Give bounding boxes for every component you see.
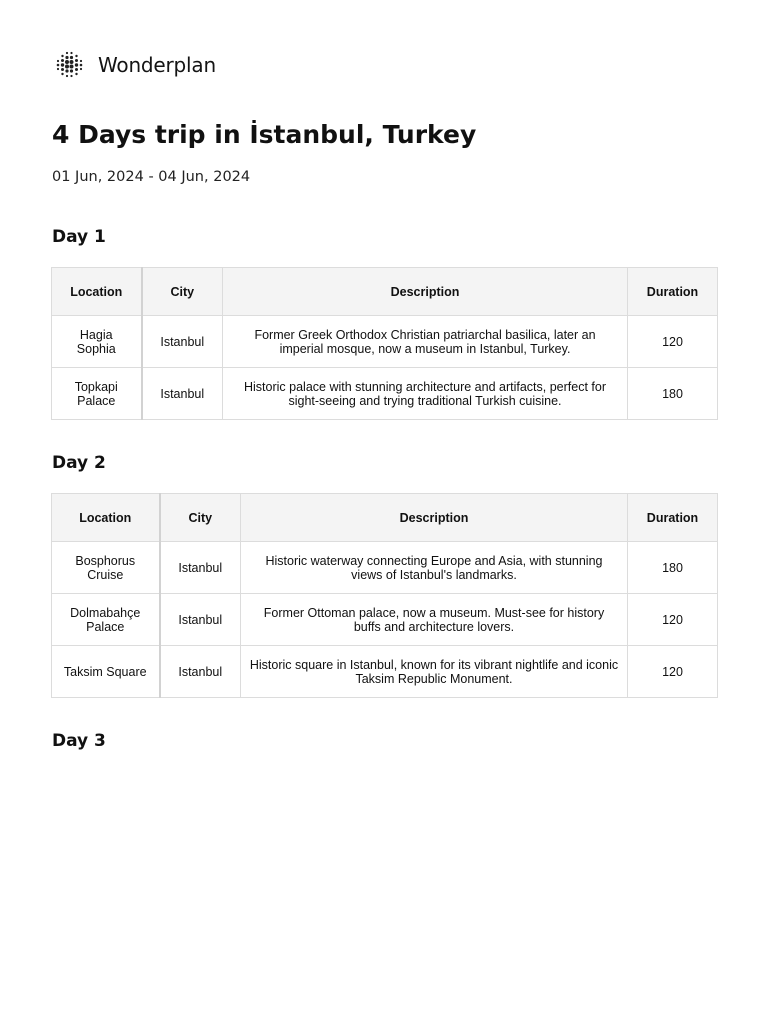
- table-header-row: [52, 268, 718, 316]
- column-header-location: Location: [52, 268, 142, 316]
- location-cell: Topkapi Palace: [52, 368, 142, 420]
- description-cell: Former Greek Orthodox Christian patriarchal basilica, later an imperial mosque, now a museum in Istanbul, Turkey.: [223, 316, 628, 368]
- brand: [55, 50, 216, 80]
- location-cell: Dolmabahçe Palace: [52, 594, 160, 646]
- table-row: [52, 316, 718, 368]
- duration-cell: 120: [628, 316, 718, 368]
- trip-date-range: 01 Jun, 2024 - 04 Jun, 2024: [52, 169, 251, 185]
- description-cell: Former Ottoman palace, now a museum. Must-see for history buffs and architecture lovers.: [241, 594, 628, 646]
- column-header-duration: Duration: [628, 268, 718, 316]
- city-cell: Istanbul: [142, 368, 223, 420]
- table-row: [52, 646, 718, 698]
- duration-cell: 180: [628, 542, 718, 594]
- page-title: 4 Days trip in İstanbul, Turkey: [52, 120, 477, 149]
- column-header-city: City: [160, 494, 241, 542]
- day-heading: Day 2: [52, 453, 106, 473]
- dotted-globe-icon: [55, 50, 85, 80]
- column-header-description: Description: [241, 494, 628, 542]
- table-header-row: [52, 494, 718, 542]
- city-cell: Istanbul: [142, 316, 223, 368]
- day-heading: Day 3: [52, 731, 106, 751]
- location-cell: Taksim Square: [52, 646, 160, 698]
- day-heading: Day 1: [52, 227, 106, 247]
- city-cell: Istanbul: [160, 542, 241, 594]
- table-row: [52, 594, 718, 646]
- city-cell: Istanbul: [160, 646, 241, 698]
- column-header-city: City: [142, 268, 223, 316]
- column-header-description: Description: [223, 268, 628, 316]
- table-row: [52, 368, 718, 420]
- description-cell: Historic square in Istanbul, known for its vibrant nightlife and iconic Taksim Republic Monument.: [241, 646, 628, 698]
- duration-cell: 120: [628, 646, 718, 698]
- brand-name: Wonderplan: [98, 53, 216, 77]
- column-header-location: Location: [52, 494, 160, 542]
- location-cell: Hagia Sophia: [52, 316, 142, 368]
- location-cell: Bosphorus Cruise: [52, 542, 160, 594]
- table-row: [52, 542, 718, 594]
- itinerary-table: [51, 267, 718, 420]
- description-cell: Historic palace with stunning architecture and artifacts, perfect for sight-seeing and trying traditional Turkish cuisine.: [223, 368, 628, 420]
- duration-cell: 180: [628, 368, 718, 420]
- duration-cell: 120: [628, 594, 718, 646]
- itinerary-table: [51, 493, 718, 698]
- city-cell: Istanbul: [160, 594, 241, 646]
- description-cell: Historic waterway connecting Europe and Asia, with stunning views of Istanbul's landmarks.: [241, 542, 628, 594]
- column-header-duration: Duration: [628, 494, 718, 542]
